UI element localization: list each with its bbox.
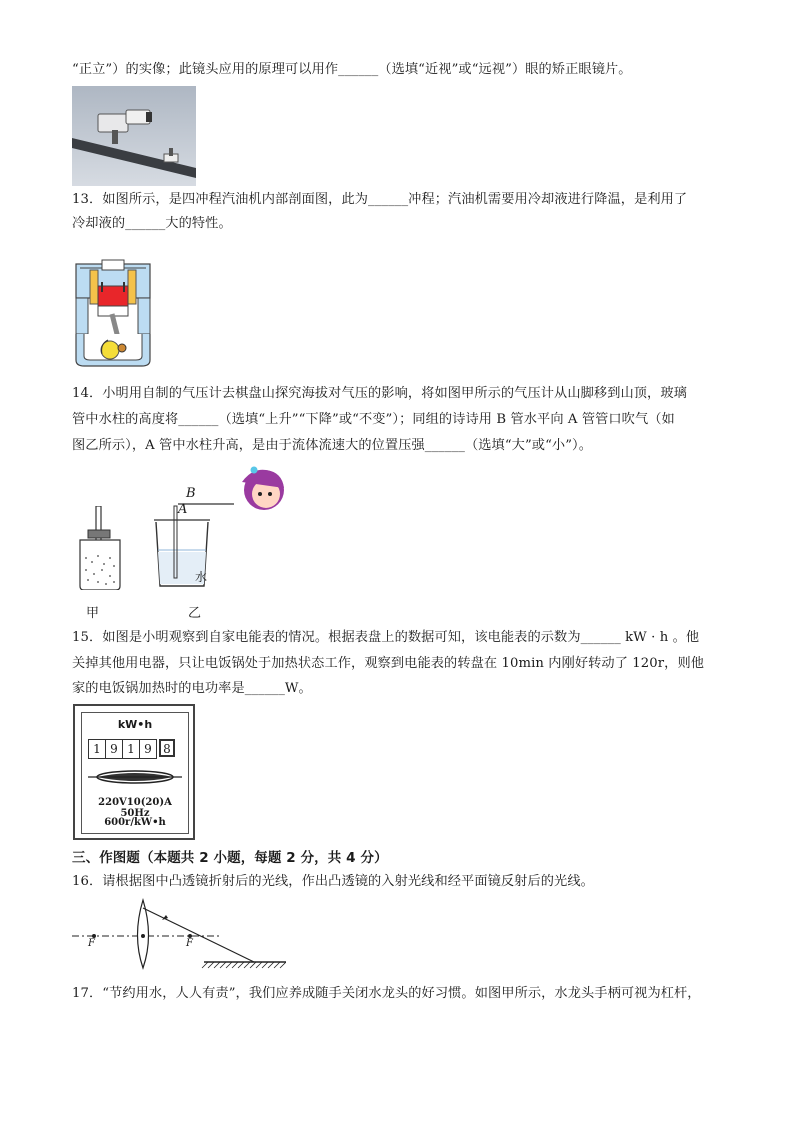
meter-unit: kW•h	[117, 718, 153, 731]
engine-diagram	[72, 258, 154, 368]
energy-meter	[73, 704, 195, 840]
meter-constant: 600r/kW•h	[104, 817, 166, 828]
meter-digit: 9	[106, 739, 123, 759]
q14-text-line2: 管中水柱的高度将______（选填“上升”“下降”或“不变”）；同组的诗诗用 B 管水平向 A 管管口吹气（如	[72, 412, 675, 427]
meter-rotating-disk	[88, 767, 182, 787]
q15-text-line1: 15．如图是小明观察到自家电能表的情况。根据表盘上的数据可知，该电能表的示数为______ kW · h 。他	[72, 630, 700, 645]
section-heading: 三、作图题（本题共 2 小题，每题 2 分，共 4 分）	[72, 850, 388, 866]
q13-text-line2: 冷却液的______大的特性。	[72, 216, 232, 231]
label-yi: 乙	[188, 606, 202, 621]
meter-digit-decimal: 8	[159, 739, 175, 757]
meter-rating: 220V10(20)A 50Hz	[98, 797, 172, 819]
lens-mirror-diagram	[72, 896, 286, 970]
q14-text-line1: 14．小明用自制的气压计去棋盘山探究海拔对气压的影响，将如图甲所示的气压计从山脚移到山顶，玻璃	[72, 386, 687, 401]
q15-text-line3: 家的电饭锅加热时的电功率是______W。	[72, 681, 312, 696]
label-A: A	[178, 502, 188, 517]
q13-text-line1: 13．如图所示，是四冲程汽油机内部剖面图，此为______冲程；汽油机需要用冷却液进行降温，是利用了	[72, 192, 688, 207]
label-B: B	[186, 486, 196, 501]
q15-text-line2: 关掉其他用电器，只让电饭锅处于加热状态工作，观察到电能表的转盘在 10min 内刚好转动了 120r，则他	[72, 656, 705, 671]
beaker-figure	[146, 462, 296, 592]
label-F-right: F	[186, 938, 193, 949]
meter-digits	[88, 739, 175, 759]
q17-text: 17．“节约用水，人人有责”，我们应养成随手关闭水龙头的好习惯。如图甲所示，水龙头手柄可视为杠杆，	[72, 986, 701, 1001]
meter-face	[81, 712, 189, 834]
label-water: 水	[195, 570, 208, 584]
label-F-left: F	[88, 938, 95, 949]
meter-digit: 1	[123, 739, 140, 759]
q16-text: 16．请根据图中凸透镜折射后的光线，作出凸透镜的入射光线和经平面镜反射后的光线。	[72, 874, 594, 889]
meter-digit: 9	[140, 739, 157, 759]
q14-text-line3: 图乙所示），A 管中水柱升高，是由于流体流速大的位置压强______（选填“大”或“小”）。	[72, 438, 593, 453]
camera-photo	[72, 86, 196, 186]
meter-digit: 1	[88, 739, 106, 759]
label-jia: 甲	[86, 606, 100, 621]
q12-text: “正立”）的实像；此镜头应用的原理可以用作______（选填“近视”或“远视”）眼的矫正眼镜片。	[72, 62, 632, 77]
barometer-figure	[74, 506, 126, 590]
